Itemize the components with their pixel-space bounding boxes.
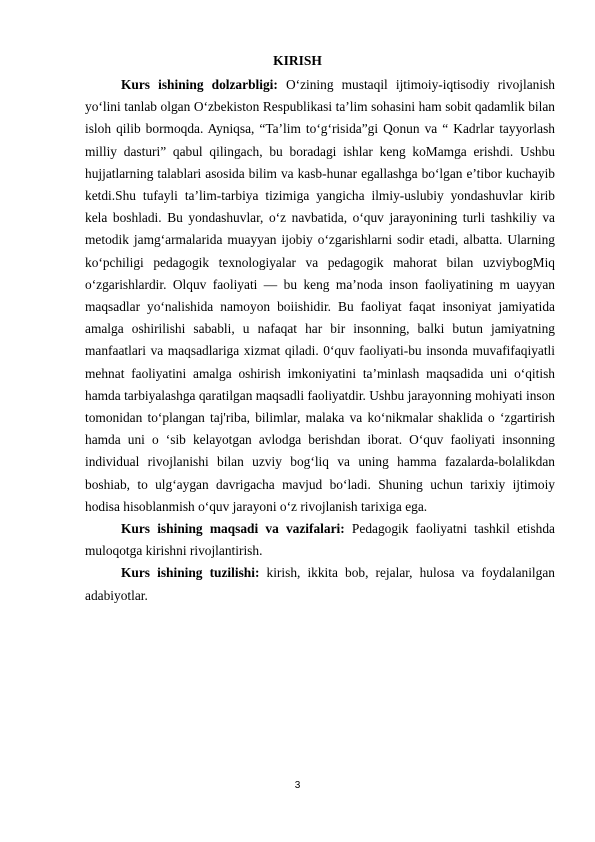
paragraph-lead: Kurs ishining maqsadi va vazifalari: bbox=[121, 521, 345, 537]
section-heading: KIRISH bbox=[273, 53, 322, 68]
paragraph-relevance bbox=[85, 74, 555, 518]
paragraph-structure bbox=[85, 562, 555, 606]
paragraph-body: O‘zining mustaqil ijtimoiy-iqtisodiy rivojlanish yo‘lini tanlab olgan O‘zbekiston Respublikasi ta’lim sohasini ham sobit qadamlik bilan isloh qilib bormoqda. Ayniqsa, “Ta’lim to‘g‘risida”gi Qonun va “ Kadrlar tayyorlash milliy dasturi” qabul qilingach, bu boradagi ishlar keng koMamga erishdi. Ushbu hujjatlarning talablari asosida bilim va kasb-hunar egallashga bo‘lgan e’tibor kuchayib ketdi.Shu tufayli ta’lim-tarbiya tizimiga yangicha ilmiy-uslubiy yondashuvlar kirib kela boshladi. Bu yondashuvlar, o‘z navbatida, o‘quv jarayonining turli tashkiliy va metodik jamg‘armalarida muayyan ijobiy o‘zgarishlarni sodir etadi, albatta. Ularning ko‘pchiligi pedagogik texnologiyalar va pedagogik mahorat bilan uzviybogMiq o‘zgarishlardir. Olquv faoliyati — bu keng ma’noda inson faoliyatining m uayyan maqsadlar yo‘nalishida namoyon boiishidir. Bu faoliyat faqat insoniyat jamiyatida amalga oshirilishi sababli, u nafaqat har bir insonning, balki butun jamiyatning manfaatlari va maqsadlariga xizmat qiladi. 0‘quv faoliyati-bu insonda muvafifaqiyatli mehnat faoliyatini amalga oshirish imkoniyatini ta’minlash maqsadida uni o‘qitish hamda tarbiyalashga qaratilgan maqsadli faoliyatdir. Ushbu jarayonning mohiyati inson tomonidan to‘plangan taj'riba, bilimlar, malaka va ko‘nikmalar shaklida o ‘zgartirish hamda uni o ‘sib kelayotgan avlodga berishdan iborat. O‘quv faoliyati insonning individual rivojlanishi bilan uzviy bog‘liq va uning hamma fazalarda-bolalikdan boshiab, to ulg‘aygan davrigacha mavjud bo‘ladi. Shuning uchun tarixiy ijtimoiy hodisa hisoblanmish o‘quv jarayoni o‘z rivojlanish tarixiga ega. bbox=[85, 77, 555, 514]
paragraph-lead: Kurs ishining dolzarbligi: bbox=[121, 77, 278, 92]
page-number: 3 bbox=[294, 780, 301, 791]
paragraph-lead: Kurs ishining tuzilishi: bbox=[121, 565, 260, 581]
paragraph-body: kirish, ikkita bob, rejalar, hulosa va foydalanilgan adabiyotlar. bbox=[85, 565, 555, 603]
paragraph-body: Pedagogik faoliyatni tashkil etishda muloqotga kirishni rivojlantirish. bbox=[85, 521, 556, 559]
body-text bbox=[85, 74, 555, 607]
paragraph-goals bbox=[85, 518, 555, 562]
